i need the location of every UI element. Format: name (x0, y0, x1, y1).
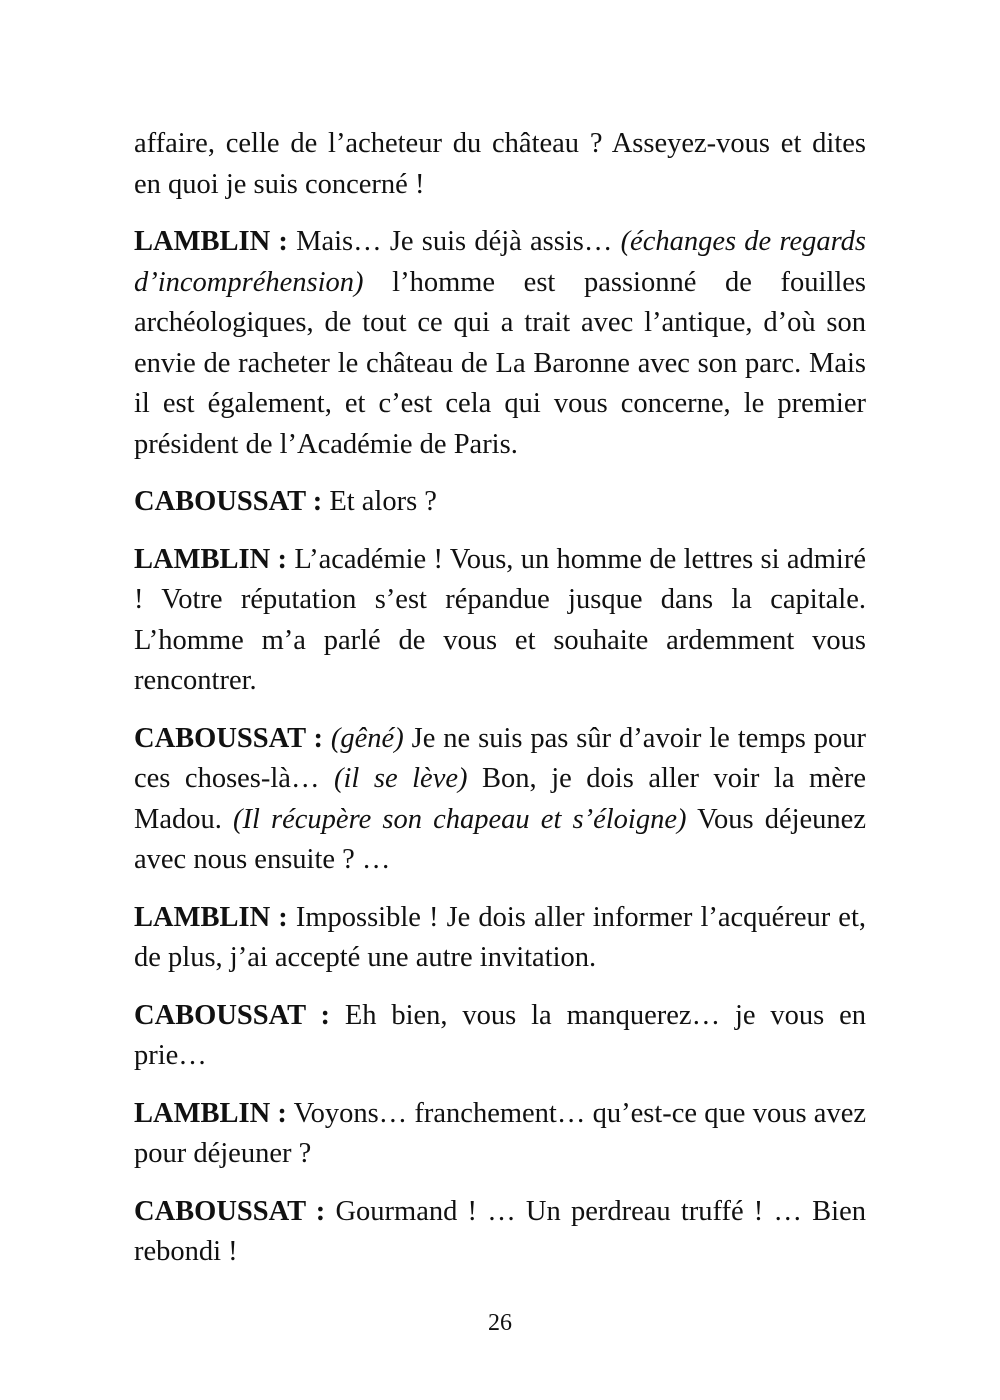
speaker-name: LAMBLIN : (134, 901, 288, 933)
continued-text: affaire, celle de l’acheteur du château ? Asseyez-vous et dites en quoi je suis concerné ! (134, 128, 866, 200)
dialogue-text: Bon, je dois aller voir la mère Madou. (134, 763, 866, 835)
speaker-name: LAMBLIN : (134, 543, 287, 575)
dialogue-paragraph (134, 222, 866, 465)
dialogue-paragraph (134, 1094, 866, 1175)
dialogue-text: Je ne suis pas sûr d’avoir le temps pour ces choses-là… (134, 722, 866, 794)
dialogue-text: l’homme est passionné de fouilles archéologiques, de tout ce qui a trait avec l’antique, d’où son envie de racheter le château de La Baronne avec son parc. Mais il est également, et c’est cela qui vous concerne, le premier président de l’Académie de Paris. (134, 266, 866, 460)
page-body (134, 124, 866, 1290)
dialogue-text: Gourmand ! … Un perdreau truffé ! … Bien rebondi ! (134, 1195, 866, 1267)
stage-direction: (il se lève) (334, 763, 468, 794)
stage-direction: (Il récupère son chapeau et s’éloigne) (233, 803, 687, 835)
dialogue-paragraph (134, 996, 866, 1077)
dialogue-paragraph (134, 898, 866, 979)
stage-direction: (échanges de regards d’incompréhension) (134, 226, 866, 298)
speaker-name: CABOUSSAT : (134, 1195, 326, 1227)
dialogue-text: Mais… Je suis déjà assis… (287, 226, 621, 257)
speaker-name: LAMBLIN : (134, 226, 288, 257)
speaker-name: CABOUSSAT : (134, 486, 323, 517)
speaker-name: LAMBLIN : (134, 1097, 287, 1129)
speaker-name: CABOUSSAT : (134, 722, 323, 754)
dialogue-text: Eh bien, vous la manquerez… je vous en prie… (134, 999, 867, 1071)
speaker-name: CABOUSSAT : (134, 999, 330, 1031)
stage-direction: (gêné) (330, 722, 404, 754)
page-number: 26 (488, 1310, 512, 1336)
dialogue-text: L’académie ! Vous, un homme de lettres si admiré ! Votre réputation s’est répandue jusque dans la capitale. L’homme m’a parlé de vous et souhaite ardemment vous rencontrer. (134, 543, 866, 696)
dialogue-paragraph (134, 1192, 866, 1273)
dialogue-paragraph (134, 540, 866, 702)
dialogue-text: Vous déjeunez avec nous ensuite ? … (134, 803, 866, 875)
dialogue-text: Et alors ? (322, 486, 437, 517)
dialogue-paragraph (134, 124, 866, 205)
dialogue-text (323, 723, 331, 754)
dialogue-paragraph (134, 719, 866, 881)
dialogue-paragraph (134, 482, 866, 523)
dialogue-text: Voyons… franchement… qu’est-ce que vous avez pour déjeuner ? (134, 1097, 866, 1169)
dialogue-text: Impossible ! Je dois aller informer l’acquéreur et, de plus, j’ai accepté une autre invitation. (134, 901, 866, 973)
